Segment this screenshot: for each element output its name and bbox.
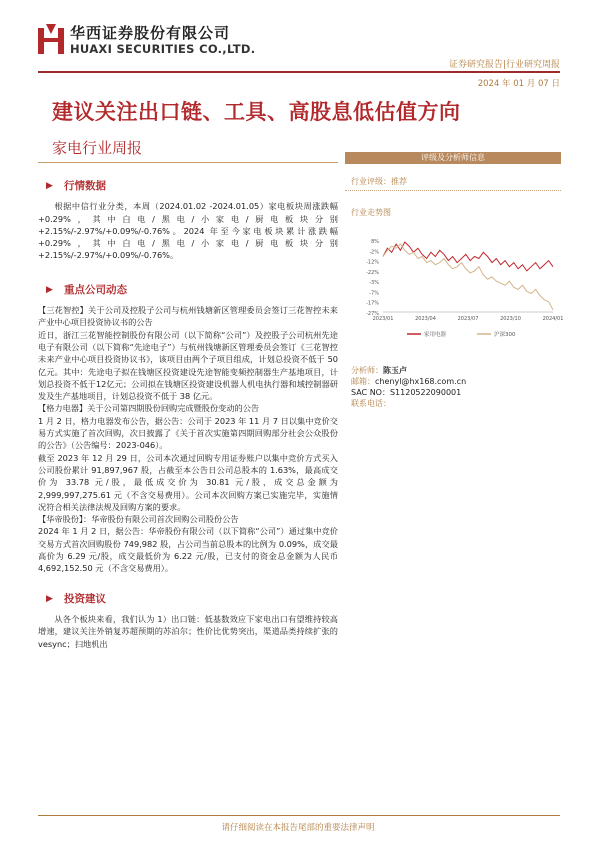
company-news-title: 【华帝股份】：华帝股份有限公司首次回购公司股份公告 <box>38 514 239 525</box>
analyst-phone-row: 联系电话： <box>351 399 391 408</box>
triangle-bullet-icon: ▶ <box>46 593 53 604</box>
analyst-email-row: 邮箱：chenyl@hx168.com.cn <box>351 377 467 386</box>
chart-x-tick-label: 2023/07 <box>457 316 479 322</box>
section-company-heading: ▶ 重点公司动态 <box>46 283 127 296</box>
legal-notice-footer: 请仔细阅读在本报告尾部的重要法律声明 <box>221 823 375 833</box>
brand-name-en: HUAXI SECURITIES CO.,LTD. <box>70 42 256 56</box>
sidebar-header: 评级及分析师信息 <box>345 152 561 164</box>
chart-y-tick-label: -22% <box>366 269 379 276</box>
chart-x-tick-label: 2024/01 <box>542 316 564 322</box>
section-market-heading: ▶ 行情数据 <box>46 180 106 192</box>
market-paragraph: 根据中信行业分类，本周（2024.01.02 -2024.01.05）家电板块周涨跌幅+0.29%，其中白电/黑电/小家电/厨电板块分别+2.15%/-2.97%/+0.09%/-0.76%。2024 年至今家电板块累计涨跌幅+0.29%，其中白电/黑电/小家电/厨电板块分别+2.15%/-2.97%/+0.09%/-0.76%。 <box>38 201 338 261</box>
chart-x-tick-label: 2023/01 <box>372 316 394 322</box>
trend-chart-label: 行业走势图 <box>351 208 391 217</box>
analyst-info <box>351 365 561 409</box>
industry-rating: 行业评级：推荐 <box>351 177 407 186</box>
subtitle-divider <box>38 162 338 163</box>
chart-x-ticks <box>373 316 564 322</box>
report-date: 2024 年 01 月 07 日 <box>477 79 560 89</box>
analyst-email-link[interactable]: chenyl@hx168.com.cn <box>375 377 467 386</box>
triangle-bullet-icon: ▶ <box>46 181 53 191</box>
company-news-body: 2024 年 1 月 2 日，据公告：华帝股份有限公司（以下简称“公司”）通过集中竞价交易方式首次回购股份 749,982 股，占公司当前总股本的比例为 0.09%，成交最高价为 6.29 元/股，成交最低价为 6.22 元/股，已支付的资金总金额为人民币 4,692,152.50 元（不含交易费用）。 <box>38 526 338 574</box>
report-type-tags: 证券研究报告|行业研究周报 <box>448 60 560 70</box>
company-news-body: 截至 2023 年 12 月 29 日，公司本次通过回购专用证券账户以集中竞价方式买入公司股份累计 91,897,967 股，占截至本公告日公司总股本的 1.63%，最高成交价为 33.78 元/股，最低成交价为 30.81 元/股，成交总金额为 2,999,997,275.61 元（不含交易费用）。公司本次回购方案已实施完毕，实施情况符合相关法律法规及回购方案的要求。 <box>38 452 338 512</box>
sidebar-divider <box>345 190 561 191</box>
footer-divider <box>38 815 560 816</box>
chart-y-tick-label: 8% <box>371 239 379 245</box>
chart-series-line <box>383 242 553 271</box>
chart-y-ticks <box>366 239 379 317</box>
chart-x-tick-label: 2023/10 <box>500 316 521 322</box>
advice-paragraph: 从各个板块来看，我们认为 1）出口链：低基数效应下家电出口有望维持较高增速，建议关注外销复苏超预期的苏泊尔；性价比优势突出，渠道品类持续扩张的 vesync；扫地机出 <box>38 613 338 649</box>
header-divider <box>38 71 560 73</box>
analyst-sac-row: SAC NO：S1120522090001 <box>351 388 462 397</box>
huaxi-logo-icon <box>38 24 64 54</box>
chart-legend-label: 沪深300 <box>494 332 516 338</box>
chart-y-tick-label: -2% <box>369 249 379 256</box>
company-news-title: 【格力电器】关于公司第四期股份回购完成暨股份变动的公告 <box>38 403 260 414</box>
company-news-title: 【三花智控】关于公司及控股子公司与杭州钱塘新区管理委员会签订三花智控未来产业中心项目投资协议书的公告 <box>38 305 338 328</box>
chart-series-line <box>383 244 553 310</box>
chart-series <box>383 242 553 310</box>
analyst-name-row: 分析师：陈玉卢 <box>351 366 407 375</box>
chart-y-tick-label: -12% <box>366 259 379 266</box>
chart-x-tick-label: 2023/04 <box>415 316 436 322</box>
company-news-body: 近日，浙江三花智能控制股份有限公司（以下简称“公司”）及控股子公司杭州先途电子有限公司（以下简称“先途电子”）与杭州钱塘新区管理委员会签订《三花智控未来产业中心项目投资协议书》，该项目由两个子项目组成，计划总投资不低于 50 亿元。其中：先途电子拟在钱塘区投资建设先途智能变频控制器生产基地项目，计划总投资不低于12亿元；公司拟在钱塘区投资建设机器人机电执行器和域控制器研发及生产基地项目，计划总投资不低于 38 亿元。 <box>38 329 338 402</box>
section-advice-heading: ▶ 投资建议 <box>46 592 106 605</box>
industry-trend-chart <box>345 230 564 350</box>
body-column <box>38 166 338 650</box>
chart-legend-label: 家用电器 <box>424 332 447 338</box>
chart-y-tick-label: -17% <box>366 300 379 307</box>
chart-y-tick-label: -3% <box>369 280 379 287</box>
report-subtitle: 家电行业周报 <box>52 139 143 157</box>
report-title: 建议关注出口链、工具、高股息低估值方向 <box>52 100 461 124</box>
sidebar-panel <box>345 152 561 218</box>
brand-name-cn: 华西证券股份有限公司 <box>70 24 231 42</box>
chart-legend <box>407 330 516 338</box>
chart-y-tick-label: -7% <box>369 290 379 297</box>
chart-y-tick-label: -27% <box>366 311 379 317</box>
triangle-bullet-icon: ▶ <box>46 284 53 295</box>
company-news-body: 1 月 2 日，格力电器发布公告，据公告：公司于 2023 年 11 月 7 日以集中竞价交易方式实施了首次回购，次日披露了《关于首次实施第四期回购部分社会公众股份的公告》（公告编号：2023-046）。 <box>38 415 338 451</box>
